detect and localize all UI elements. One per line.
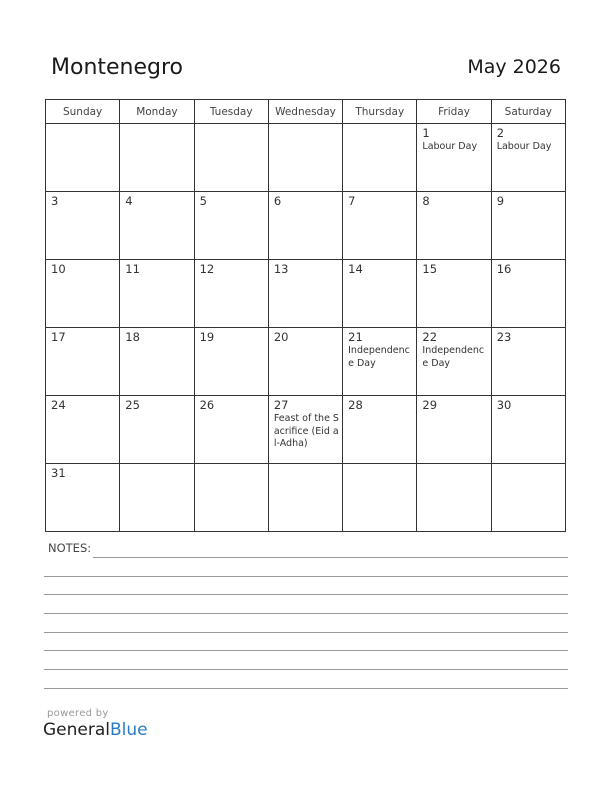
day-cell xyxy=(343,124,417,192)
day-cell xyxy=(343,260,417,328)
day-cell xyxy=(194,124,268,192)
note-line xyxy=(44,688,568,689)
holiday-label: Independence Day xyxy=(422,345,485,369)
day-cell xyxy=(491,464,565,532)
day-number: 9 xyxy=(496,194,505,208)
week-row xyxy=(46,464,566,532)
note-line xyxy=(44,576,568,577)
day-number: 18 xyxy=(125,330,140,344)
day-number: 15 xyxy=(422,262,438,276)
weekday-header: Friday xyxy=(417,100,491,124)
day-cell xyxy=(268,328,342,396)
day-cell xyxy=(268,192,342,260)
day-number: 14 xyxy=(348,262,363,276)
day-number: 5 xyxy=(199,194,207,208)
day-cell xyxy=(417,396,491,464)
day-number: 3 xyxy=(51,194,59,208)
day-number: 10 xyxy=(51,262,66,276)
holiday-label: Feast of the Sacrifice (Eid al-Adha) xyxy=(273,413,339,449)
holiday-label: Labour Day xyxy=(422,141,478,152)
week-row xyxy=(46,260,566,328)
day-cell xyxy=(343,396,417,464)
weekday-header-row xyxy=(46,100,566,124)
brand-blue: Blue xyxy=(110,720,148,740)
note-line xyxy=(93,557,568,558)
holiday-label: Independence Day xyxy=(348,345,410,369)
day-cell xyxy=(120,396,194,464)
day-cell xyxy=(417,124,491,192)
weekday-header: Sunday xyxy=(46,100,120,124)
powered-by-text: powered by xyxy=(47,708,109,719)
day-cell xyxy=(194,328,268,396)
day-cell xyxy=(268,260,342,328)
weekday-header: Thursday xyxy=(343,100,417,124)
day-number: 13 xyxy=(273,262,289,276)
day-cell xyxy=(120,260,194,328)
day-number: 25 xyxy=(125,398,140,412)
day-cell xyxy=(46,124,120,192)
note-line xyxy=(44,613,568,614)
day-number: 26 xyxy=(199,398,215,412)
day-cell xyxy=(268,464,342,532)
day-number: 30 xyxy=(496,398,512,412)
day-number: 22 xyxy=(422,330,438,344)
day-cell xyxy=(491,260,565,328)
day-number: 24 xyxy=(51,398,66,412)
day-cell xyxy=(417,464,491,532)
note-line xyxy=(44,650,568,651)
week-row xyxy=(46,396,566,464)
note-line xyxy=(44,632,568,633)
day-number: 11 xyxy=(125,262,140,276)
day-number: 4 xyxy=(125,194,133,208)
week-row xyxy=(46,328,566,396)
notes-label: NOTES: xyxy=(48,541,92,555)
day-cell xyxy=(46,464,120,532)
note-line xyxy=(44,669,568,670)
day-number: 7 xyxy=(348,194,356,208)
weekday-header: Saturday xyxy=(491,100,565,124)
month-year-title: May 2026 xyxy=(467,56,561,78)
day-cell xyxy=(194,192,268,260)
day-cell xyxy=(194,260,268,328)
day-cell xyxy=(46,192,120,260)
day-number: 28 xyxy=(348,398,363,412)
brand-general: General xyxy=(43,720,110,740)
day-cell xyxy=(46,260,120,328)
day-cell xyxy=(417,192,491,260)
generalblue-logo[interactable] xyxy=(43,720,148,740)
weekday-header: Wednesday xyxy=(268,100,342,124)
day-number: 6 xyxy=(273,194,282,208)
day-cell xyxy=(491,124,565,192)
holiday-label: Labour Day xyxy=(496,141,552,152)
weekday-header: Monday xyxy=(120,100,194,124)
day-cell xyxy=(194,396,268,464)
day-cell xyxy=(46,396,120,464)
day-cell xyxy=(417,328,491,396)
day-number: 1 xyxy=(422,126,430,140)
day-cell xyxy=(268,396,342,464)
day-number: 16 xyxy=(496,262,512,276)
day-number: 2 xyxy=(496,126,505,140)
day-number: 23 xyxy=(496,330,512,344)
week-row xyxy=(46,192,566,260)
day-number: 20 xyxy=(273,330,289,344)
day-number: 17 xyxy=(51,330,66,344)
day-number: 27 xyxy=(273,398,289,412)
day-cell xyxy=(343,192,417,260)
day-cell xyxy=(120,192,194,260)
day-cell xyxy=(417,260,491,328)
note-line xyxy=(44,594,568,595)
day-cell xyxy=(343,328,417,396)
day-number: 21 xyxy=(348,330,363,344)
day-cell xyxy=(491,192,565,260)
day-number: 19 xyxy=(199,330,215,344)
day-cell xyxy=(491,396,565,464)
day-cell xyxy=(194,464,268,532)
country-title: Montenegro xyxy=(51,55,184,80)
day-cell xyxy=(120,124,194,192)
weekday-header: Tuesday xyxy=(194,100,268,124)
day-number: 8 xyxy=(422,194,430,208)
day-cell xyxy=(120,464,194,532)
calendar-grid xyxy=(45,99,566,532)
week-row xyxy=(46,124,566,192)
day-number: 12 xyxy=(199,262,215,276)
day-cell xyxy=(120,328,194,396)
day-number: 29 xyxy=(422,398,438,412)
day-cell xyxy=(46,328,120,396)
day-cell xyxy=(268,124,342,192)
day-cell xyxy=(491,328,565,396)
day-number: 31 xyxy=(51,466,66,480)
day-cell xyxy=(343,464,417,532)
